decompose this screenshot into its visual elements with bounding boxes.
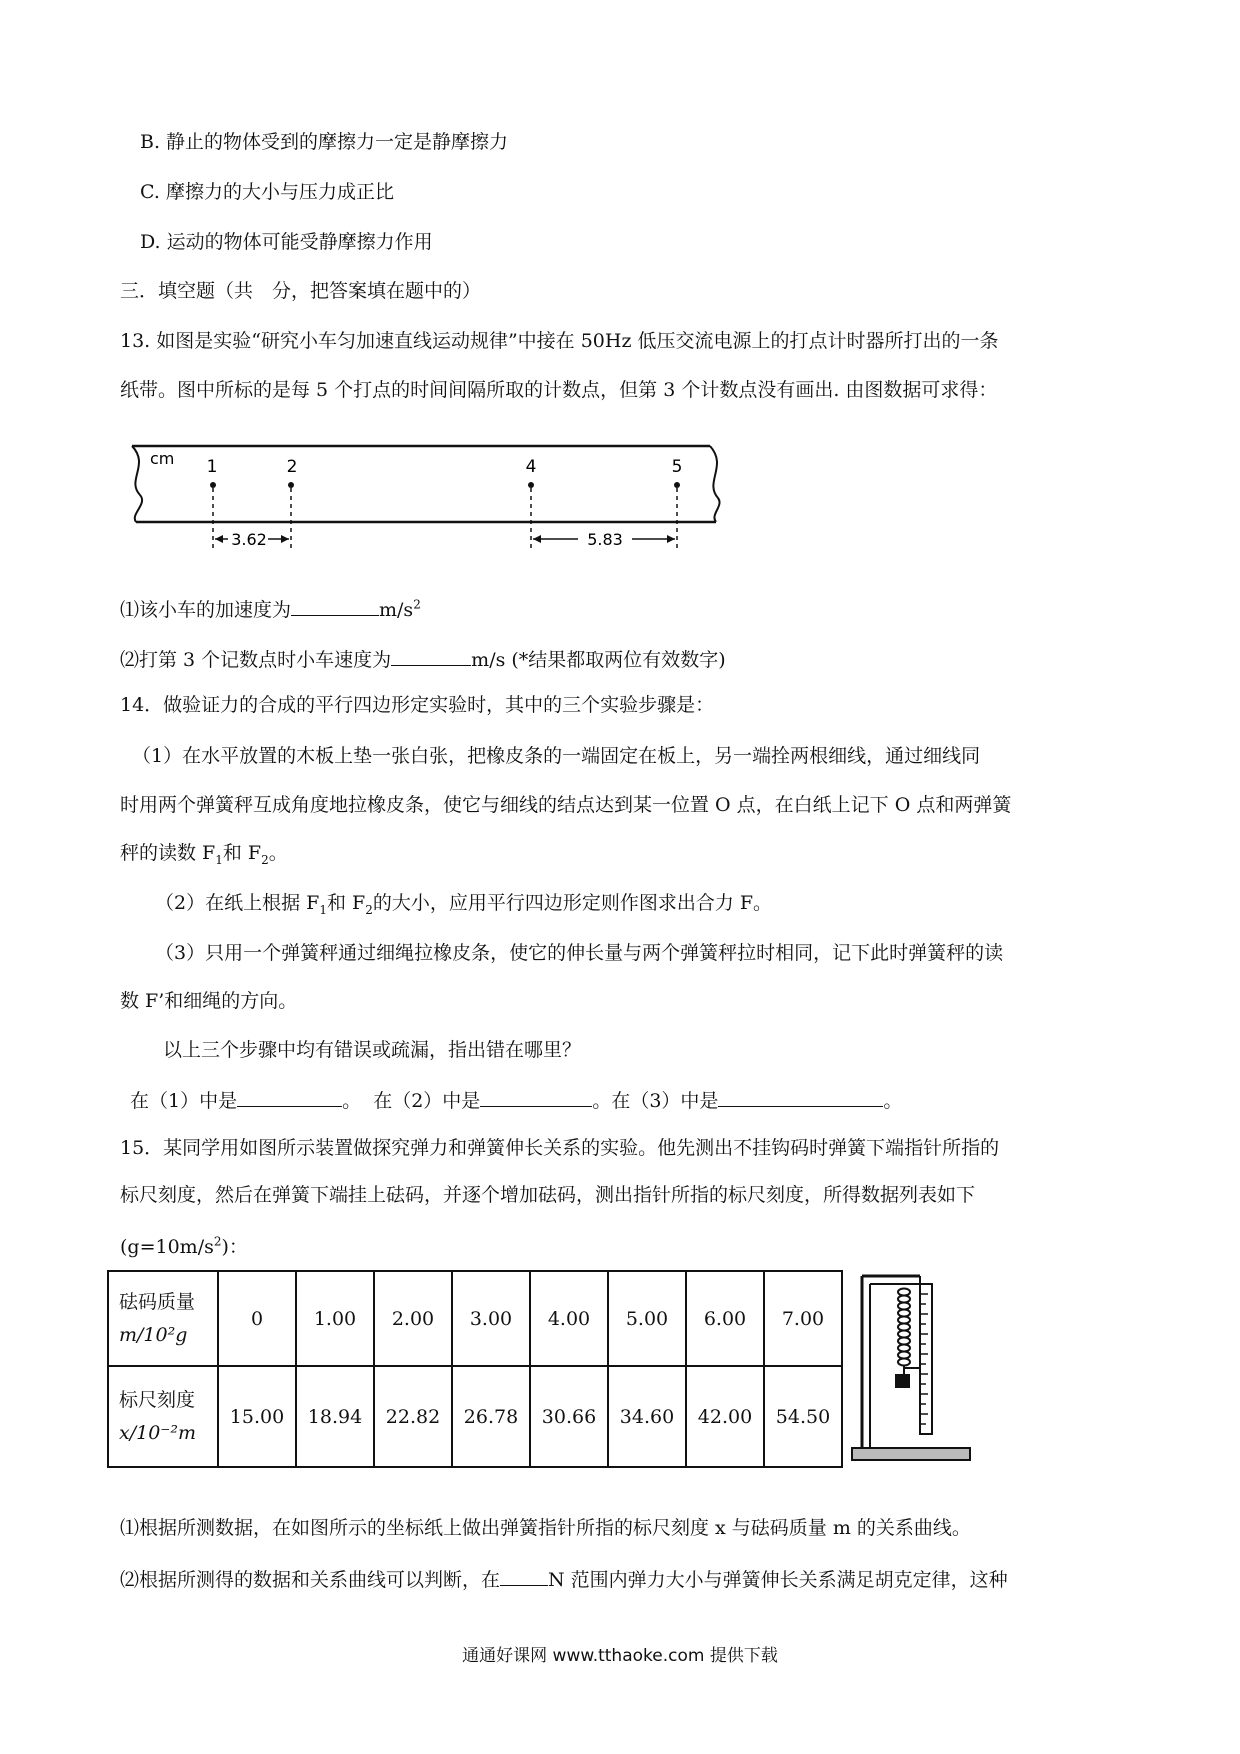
answer-blank[interactable] xyxy=(291,595,379,616)
table-cell: 7.00 xyxy=(764,1271,842,1366)
table-cell: 6.00 xyxy=(686,1271,764,1366)
table-cell: 0 xyxy=(218,1271,296,1366)
answer-blank[interactable] xyxy=(237,1086,342,1107)
tape-point-label: 5 xyxy=(671,457,683,477)
q15-line3: $(g=10m/s^2)$： xyxy=(120,1234,248,1258)
tape-point xyxy=(210,482,216,488)
q15-line2: 标尺刻度，然后在弹簧下端挂上砝码，并逐个增加砝码，测出指针所指的标尺刻度，所得数据列表如下 xyxy=(120,1184,976,1206)
answer-blank[interactable] xyxy=(718,1086,883,1107)
q14-question: 以上三个步骤中均有错误或疏漏，指出错在哪里？ xyxy=(163,1039,582,1061)
mass-header: 砝码质量 m/10²g xyxy=(108,1271,218,1366)
section-heading: 三．填空题（共 分，把答案填在题中的） xyxy=(120,280,482,302)
scale-header: 标尺刻度 x/10⁻²m xyxy=(108,1366,218,1467)
spring-apparatus-figure xyxy=(850,1270,975,1466)
table-cell: 54.50 xyxy=(764,1366,842,1467)
q14-line1: 14．做验证力的合成的平行四边形定实验时，其中的三个实验步骤是： xyxy=(120,694,715,716)
option-c: C. 摩擦力的大小与压力成正比 xyxy=(140,181,394,203)
q15-sub2: ⑵根据所测得的数据和关系曲线可以判断，在 N 范围内弹力大小与弹簧伸长关系满足胡克定律，这种 xyxy=(120,1565,1008,1593)
table-row-scale xyxy=(108,1366,842,1467)
table-cell: 3.00 xyxy=(452,1271,530,1366)
q14-step3a: （3）只用一个弹簧秤通过细绳拉橡皮条，使它的伸长量与两个弹簧秤拉时相同，记下此时弹簧秤的读 xyxy=(155,942,1004,964)
q14-answers: 在（1）中是 。 在（2）中是 。在（3）中是 。 xyxy=(130,1086,902,1114)
answer-blank[interactable] xyxy=(480,1086,592,1107)
tape-distance-4-5: 5.83 xyxy=(587,530,623,549)
q13-line2: 纸带。图中所标的是每 5 个打点的时间间隔所取的计数点，但第 3 个计数点没有画出. 由图数据可求得： xyxy=(120,379,998,401)
tape-point xyxy=(674,482,680,488)
table-cell: 34.60 xyxy=(608,1366,686,1467)
table-cell: 22.82 xyxy=(374,1366,452,1467)
q15-sub1: ⑴根据所测数据，在如图所示的坐标纸上做出弹簧指针所指的标尺刻度 x 与砝码质量 m 的关系曲线。 xyxy=(120,1517,971,1539)
tape-point-label: 4 xyxy=(525,457,537,477)
tape-point-label: 1 xyxy=(206,457,218,477)
table-row-mass xyxy=(108,1271,842,1366)
tape-point xyxy=(288,482,294,488)
q14-step1b: 时用两个弹簧秤互成角度地拉橡皮条，使它与细线的结点达到某一位置 O 点，在白纸上记下 O 点和两弹簧 xyxy=(120,794,1012,816)
q13-sub1: ⑴该小车的加速度为 $m/s^2$ xyxy=(120,595,421,623)
table-cell: 5.00 xyxy=(608,1271,686,1366)
paper-tape-figure xyxy=(120,440,730,570)
spring-data-table xyxy=(107,1270,843,1468)
q14-step1c: 秤的读数 $F_1$和 $F_2$。 xyxy=(120,842,288,867)
q15-line1: 15．某同学用如图所示装置做探究弹力和弹簧伸长关系的实验。他先测出不挂钩码时弹簧下端指针所指的 xyxy=(120,1137,1000,1159)
table-cell: 2.00 xyxy=(374,1271,452,1366)
table-cell: 4.00 xyxy=(530,1271,608,1366)
tape-point xyxy=(528,482,534,488)
table-cell: 18.94 xyxy=(296,1366,374,1467)
tape-point-label: 2 xyxy=(286,457,298,477)
tape-unit: cm xyxy=(150,449,175,468)
page-footer: 通通好课网 www.tthaoke.com 提供下载 xyxy=(462,1646,778,1666)
table-cell: 15.00 xyxy=(218,1366,296,1467)
q13-line1: 13. 如图是实验“研究小车匀加速直线运动规律”中接在 50Hz 低压交流电源上的打点计时器所打出的一条 xyxy=(120,330,999,352)
table-cell: 26.78 xyxy=(452,1366,530,1467)
option-d: D. 运动的物体可能受静摩擦力作用 xyxy=(140,231,433,253)
q14-step2: （2）在纸上根据 $F_1$和 $F_2$的大小，应用平行四边形定则作图求出合力 F。 xyxy=(155,892,773,917)
answer-blank[interactable] xyxy=(391,645,471,666)
q13-sub2: ⑵打第 3 个记数点时小车速度为 m/s (*结果都取两位有效数字) xyxy=(120,645,726,673)
table-cell: 1.00 xyxy=(296,1271,374,1366)
q14-step3b: 数 F’和细绳的方向。 xyxy=(120,990,298,1012)
answer-blank[interactable] xyxy=(500,1565,548,1586)
table-cell: 30.66 xyxy=(530,1366,608,1467)
option-b: B. 静止的物体受到的摩擦力一定是静摩擦力 xyxy=(140,131,509,153)
table-cell: 42.00 xyxy=(686,1366,764,1467)
q14-step1a: （1）在水平放置的木板上垫一张白张，把橡皮条的一端固定在板上，另一端拴两根细线，通过细线同 xyxy=(132,745,981,767)
tape-distance-1-2: 3.62 xyxy=(231,530,267,549)
